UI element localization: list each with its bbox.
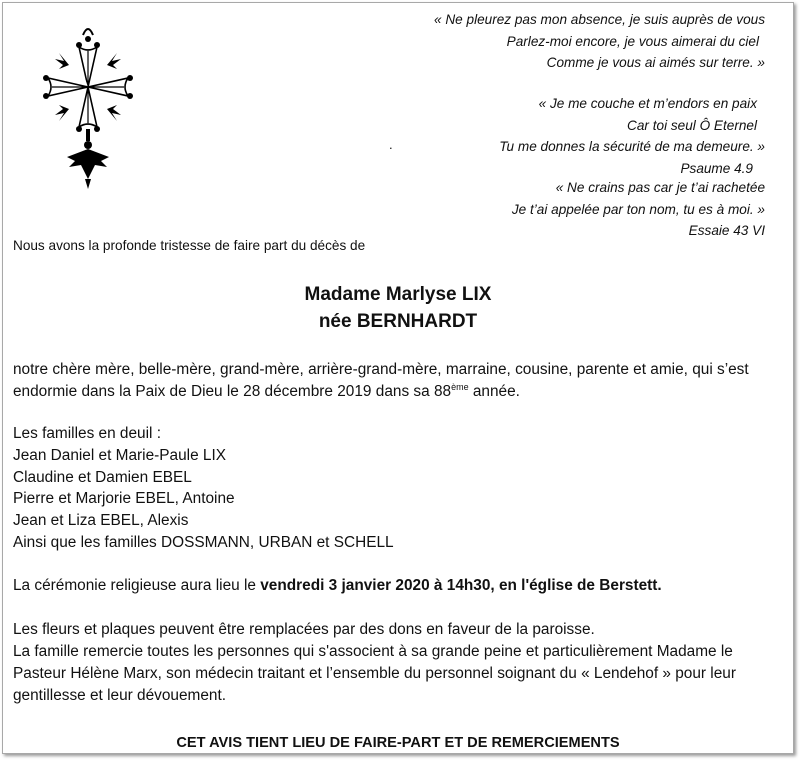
ceremony-details: vendredi 3 janvier 2020 à 14h30, en l'église de Berstett. [260,577,662,594]
ceremony-text [13,575,779,597]
ceremony-lead: La cérémonie religieuse aura lieu le [13,577,261,594]
quote-line: Parlez-moi encore, je vous aimerai du ciel [506,33,759,49]
quote-line: « Ne pleurez pas mon absence, je suis auprès de vous [434,12,765,27]
family-member: Jean Daniel et Marie-Paule LIX [13,446,227,464]
family-member: Claudine et Damien EBEL [13,468,192,486]
quote-line: Tu me donnes la sécurité de ma demeure. » [499,139,765,155]
quote-line: Comme je vous ai aimés sur terre. » [546,55,765,71]
quote-block-2 [499,93,765,179]
quote-line: « Je me couche et m’endors en paix [538,96,757,111]
families-heading: Les familles en deuil : [13,425,161,442]
scripture-reference: Psaume 4.9 [680,160,753,176]
family-member: Jean et Liza EBEL, Alexis [13,512,189,530]
relations-end: année. [468,382,520,400]
family-member: Ainsi que les familles DOSSMANN, URBAN et SCHELL [13,533,394,551]
intro-text: Nous avons la profonde tristesse de faire part du décès de [13,238,366,253]
families-list [13,423,779,554]
ordinal-suffix: ème [451,381,469,392]
quote-line: Je t’ai appelée par ton nom, tu es à moi. » [511,201,765,217]
family-member: Pierre et Marjorie EBEL, Antoine [13,490,235,508]
deceased-name: Madame Marlyse LIX [304,284,492,305]
scripture-reference: Essaie 43 VI [688,223,765,239]
deceased-birth-name: née BERNHARDT [318,311,478,332]
relations-text [13,359,779,403]
quote-line: Car toi seul Ô Eternel [627,117,757,133]
closing-statement: CET AVIS TIENT LIEU DE FAIRE-PART ET DE REMERCIEMENTS [176,735,620,751]
quote-line: « Ne crains pas car je t’ai rachetée [555,180,765,195]
relations-main: notre chère mère, belle-mère, grand-mère, arrière-grand-mère, marraine, cousine, parente et amie, qui s’est endormie dans la Paix de Dieu le 28 décembre 2019 dans sa 88 [13,361,749,400]
quote-block-3 [512,177,765,242]
flowers-text: Les fleurs et plaques peuvent être remplacées par des dons en faveur de la paroisse. [13,621,595,638]
stray-mark: . [389,137,393,152]
quote-block-1 [434,9,765,74]
obituary-notice [2,2,794,754]
thanks-text: La famille remercie toutes les personnes qui s'associent à sa grande peine et particulièrement Madame le Pasteur Hélène Marx, son médecin traitant et l’ensemble du personnel soignant du « Lendehof » pour leur gentillesse et leur dévouement. [13,643,736,704]
huguenot-cross-icon [29,17,147,189]
